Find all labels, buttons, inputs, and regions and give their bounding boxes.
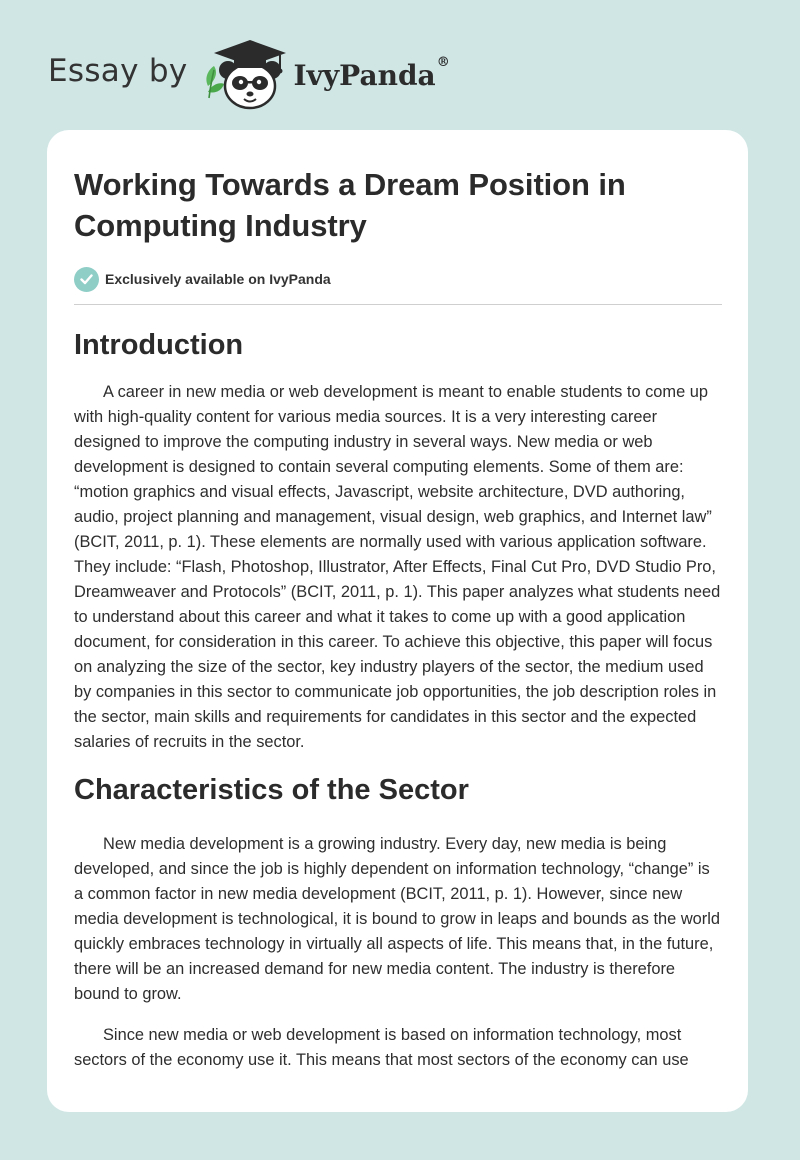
exclusive-label: Exclusively available on IvyPanda (105, 271, 331, 287)
article-card (47, 130, 748, 1112)
section-heading-introduction: Introduction (74, 329, 244, 361)
check-icon (74, 267, 99, 292)
divider (74, 304, 722, 305)
site-header (48, 34, 450, 114)
paragraph: A career in new media or web development is meant to enable students to come up with high-quality content for various media sources. It is a very interesting career designed to improve the computing industry in several ways. New media or web development is designed to contain several computing elements. Some of them are: “motion graphics and visual effects, Javascript, website architecture, DVD authoring, audio, project planning and management, visual design, web graphics, and Internet law” (BCIT, 2011, p. 1). These elements are normally used with various application software. They include: “Flash, Photoshop, Illustrator, After Effects, Final Cut Pro, DVD Studio Pro, Dreamweaver and Protocols” (BCIT, 2011, p. 1). This paper analyzes what students need to understand about this career and what it takes to come up with a good application document, for consideration in this career. To achieve this objective, this paper will focus on analyzing the size of the sector, key industry players of the sector, the medium used by companies in this sector to communicate job opportunities, the job description roles in the sector, main skills and requirements for candidates in this sector and the expected salaries of recruits in the sector. (74, 383, 721, 751)
section-heading-characteristics: Characteristics of the Sector (74, 774, 469, 806)
paragraph: Since new media or web development is based on information technology, most sectors of the economy use it. This means that most sectors of the economy can use (74, 1026, 689, 1069)
panda-graduate-logo[interactable] (202, 36, 290, 112)
paragraph: New media development is a growing industry. Every day, new media is being developed, and since the job is highly dependent on information technology, “change” is a common factor in new media development (BCIT, 2011, p. 1). However, since new media development is technological, it is bound to grow in leaps and bounds as the world quickly embraces technology in virtually all aspects of life. This means that, in the future, there will be an increased demand for new media content. The industry is therefore bound to grow. (74, 835, 721, 1003)
exclusive-badge (74, 266, 722, 292)
article-title: Working Towards a Dream Position in Computing Industry (74, 167, 626, 243)
brand-name: IvyPanda® (293, 54, 450, 92)
registered-mark: ® (436, 54, 450, 70)
essay-by-label: Essay by (48, 53, 188, 89)
